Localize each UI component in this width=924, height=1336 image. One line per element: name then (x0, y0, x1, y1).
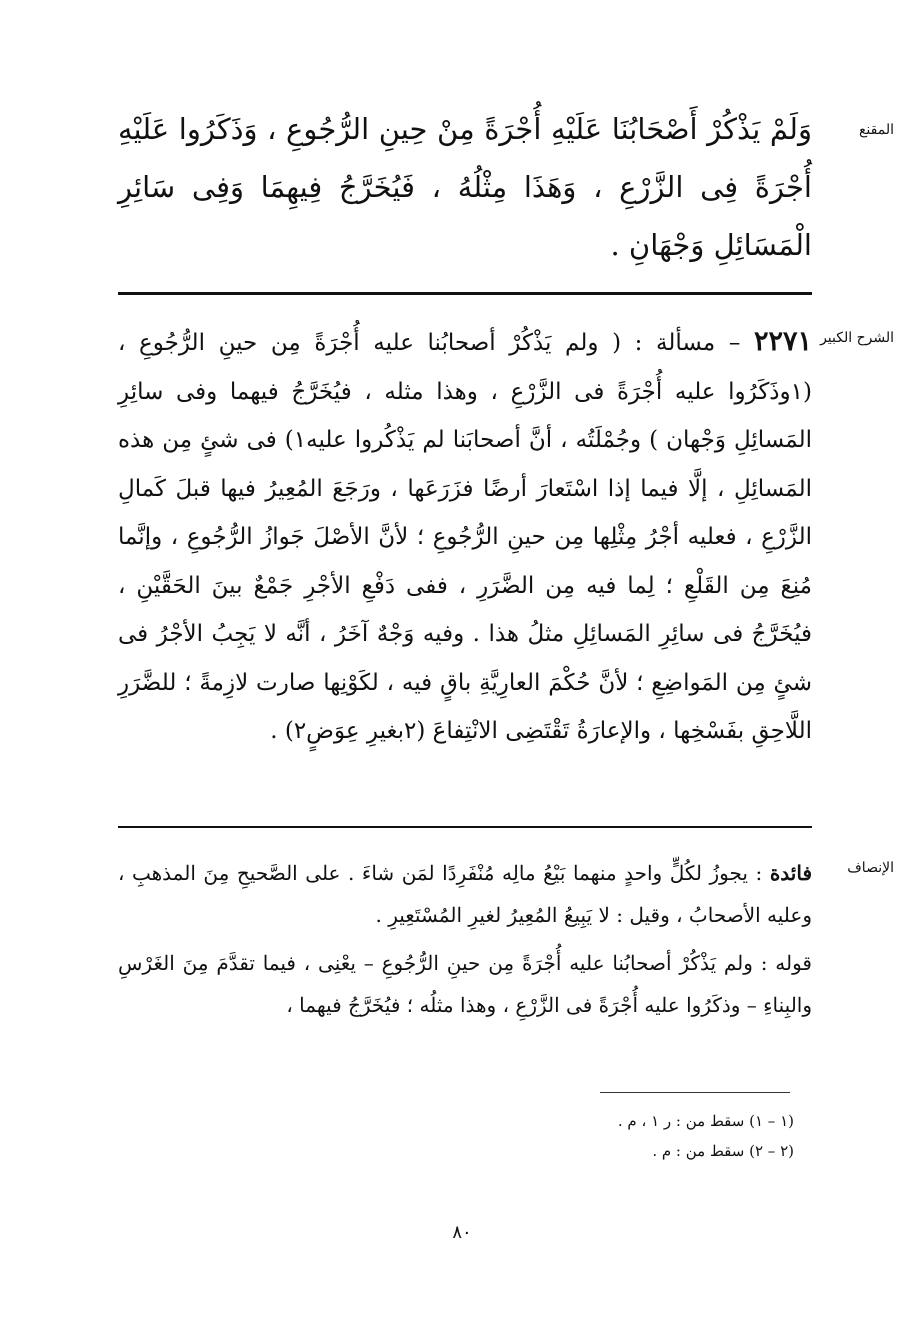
footnote-item: (١ – ١) سقط من : ر ١ ، م . (617, 1112, 794, 1130)
muqni-text: وَلَمْ يَذْكُرْ أَصْحَابُنَا عَلَيْهِ أُجْرَةً مِنْ حِينِ الرُّجُوعِ ، وَذَكَرُوا عَلَيْهِ أُجْرَةً فِى الزَّرْعِ ، وَهَذَا مِثْلُهُ ، فَيُخَرَّجُ فِيهِمَا وَفِى سَائِرِ الْمَسَائِلِ وَجْهَانِ . (118, 112, 812, 262)
insaf-margin-label: الإنصاف (847, 860, 894, 876)
muqni-margin-label: المقنع (858, 122, 894, 138)
section-divider-thin (118, 826, 812, 828)
section-divider-thick (118, 292, 812, 295)
footnote-item: (٢ – ٢) سقط من : م . (652, 1142, 794, 1160)
sharh-block (118, 318, 812, 756)
insaf-paragraph-2: قوله : ولم يَذْكُرْ أصحابُنا عليه أُجْرَةً مِن حينِ الرُّجُوعِ – يعْنِى ، فيما تقدَّمَ مِنَ الغَرْسِ والبِناءِ – وذكَرُوا عليه أُجْرَةً فى الزَّرْعِ ، وهذا مثلُه ؛ فيُخَرَّجُ فيهما ، (118, 951, 812, 1017)
issue-number: ٢٢٧١ (753, 326, 812, 357)
sharh-text: – مسألة : ( ولم يَذْكُرْ أصحابُنا عليه أُجْرَةً مِن حينِ الرُّجُوعِ ، (١وذَكَرُوا عليه أُجْرَةً فى الزَّرْعِ ، وهذا مثله ، فيُخَرَّجُ فيهما وفى سائِرِ المَسائِلِ وَجْهان ) وجُمْلَتُه ، أنَّ أصحابَنا لم يَذْكُروا عليه١) فى شئٍ مِن هذه المَسائِلِ ، إلَّا فيما إذا اسْتَعارَ أرضًا فزَرَعَها ، ورَجَعَ المُعِيرُ فيها قبلَ كَمالِ الزَّرْعِ ، فعليه أجْرُ مِثْلِها مِن حينِ الرُّجُوعِ ؛ لأنَّ الأصْلَ جَوازُ الرُّجُوعِ ، وإنَّما مُنِعَ مِن القَلْعِ ؛ لِما فيه مِن الضَّرَرِ ، ففى دَفْعِ الأجْرِ جَمْعٌ بينَ الحَقَّيْنِ ، فيُخَرَّجُ فى سائِرِ المَسائِلِ مثلُ هذا . وفيه وَجْهٌ آخَرُ ، أنَّه لا يَجِبُ الأجْرُ فى شئٍ مِن المَواضِعِ ؛ لأنَّ حُكْمَ العارِيَّةِ باقٍ فيه ، لكَوْنِها صارت لازِمةً ؛ للضَّرَرِ اللَّاحِقِ بفَسْخِها ، والإعارَةُ تَقْتَضِى الانْتِفاعَ (٢بغيرِ عِوَضٍ٢) . (118, 330, 813, 744)
sharh-margin-label: الشرح الكبير (820, 330, 894, 346)
insaf-block (118, 852, 812, 1026)
page-number: ٨٠ (452, 1222, 472, 1243)
footnote-separator (600, 1092, 790, 1093)
insaf-paragraph-1-text: : يجوزُ لكُلٍّ واحدٍ منهما بَيْعُ مالِه مُنْفَرِدًا لمَن شاءَ . على الصَّحيحِ مِنَ المذهبِ ، وعليه الأصحابُ ، وقيل : لا يَبِيعُ المُعِيرُ لغيرِ المُسْتَعِيرِ . (118, 861, 812, 927)
faida-heading: فائدة (769, 861, 813, 885)
insaf-paragraph-1 (118, 852, 812, 936)
footnotes (618, 1106, 794, 1166)
